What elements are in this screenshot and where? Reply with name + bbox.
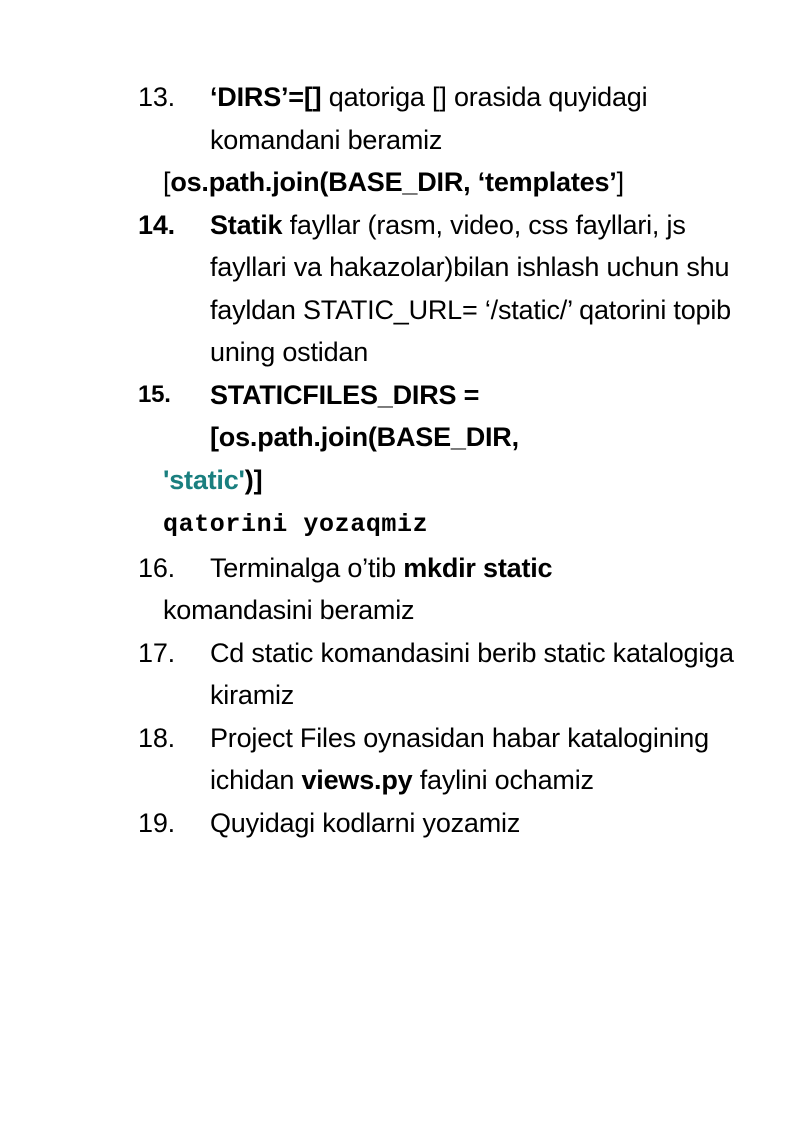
command-text: mkdir static bbox=[403, 552, 553, 583]
bracket-text: ] bbox=[616, 167, 624, 197]
item-text: Quyidagi kodlarni yozamiz bbox=[210, 807, 521, 838]
list-item-14 bbox=[138, 204, 748, 374]
item-text: komandasini beramiz bbox=[163, 595, 415, 625]
keyword-text: Statik bbox=[210, 209, 283, 240]
item-text: qatoriga [] orasida quyidagi komandani beramiz bbox=[210, 82, 648, 155]
list-number: 16. bbox=[138, 552, 175, 583]
list-item-17 bbox=[138, 632, 748, 717]
item-text: Terminalga o’tib bbox=[210, 552, 404, 583]
code-text: os.path.join(BASE_DIR, ‘templates’ bbox=[170, 167, 617, 197]
item-text: Project Files oynasidan habar katalogining ichidan bbox=[210, 722, 709, 795]
list-item-19 bbox=[138, 802, 748, 845]
list-number: 17. bbox=[138, 637, 175, 668]
code-text: )] bbox=[244, 464, 263, 495]
code-text: STATICFILES_DIRS = [os.path.join(BASE_DIR, bbox=[210, 379, 519, 452]
item-text: fayllar (rasm, video, css fayllari, js fayllari va hakazolar)bilan ishlash uchun shu fayldan STATIC_URL= ‘/static/’ qatorini topib uning ostidan bbox=[210, 209, 731, 367]
item-text: faylini ochamiz bbox=[412, 765, 594, 795]
item-text: Cd static komandasini berib static katalogiga kiramiz bbox=[210, 637, 734, 710]
mono-text: qatorini yozaqmiz bbox=[163, 510, 429, 539]
numbered-list bbox=[138, 76, 748, 844]
filename-text: views.py bbox=[301, 765, 413, 795]
list-item-13 bbox=[138, 76, 748, 204]
list-item-15 bbox=[138, 374, 748, 547]
list-number: 18. bbox=[138, 722, 175, 753]
bracket-text: [ bbox=[163, 167, 171, 197]
list-number: 19. bbox=[138, 807, 175, 838]
list-item-16 bbox=[138, 547, 748, 632]
code-text: ‘DIRS’=[] bbox=[210, 82, 322, 112]
list-item-18 bbox=[138, 717, 748, 802]
list-number: 14. bbox=[138, 209, 175, 240]
list-number: 15. bbox=[138, 380, 171, 408]
list-number: 13. bbox=[138, 82, 175, 112]
string-literal: 'static' bbox=[163, 464, 245, 495]
